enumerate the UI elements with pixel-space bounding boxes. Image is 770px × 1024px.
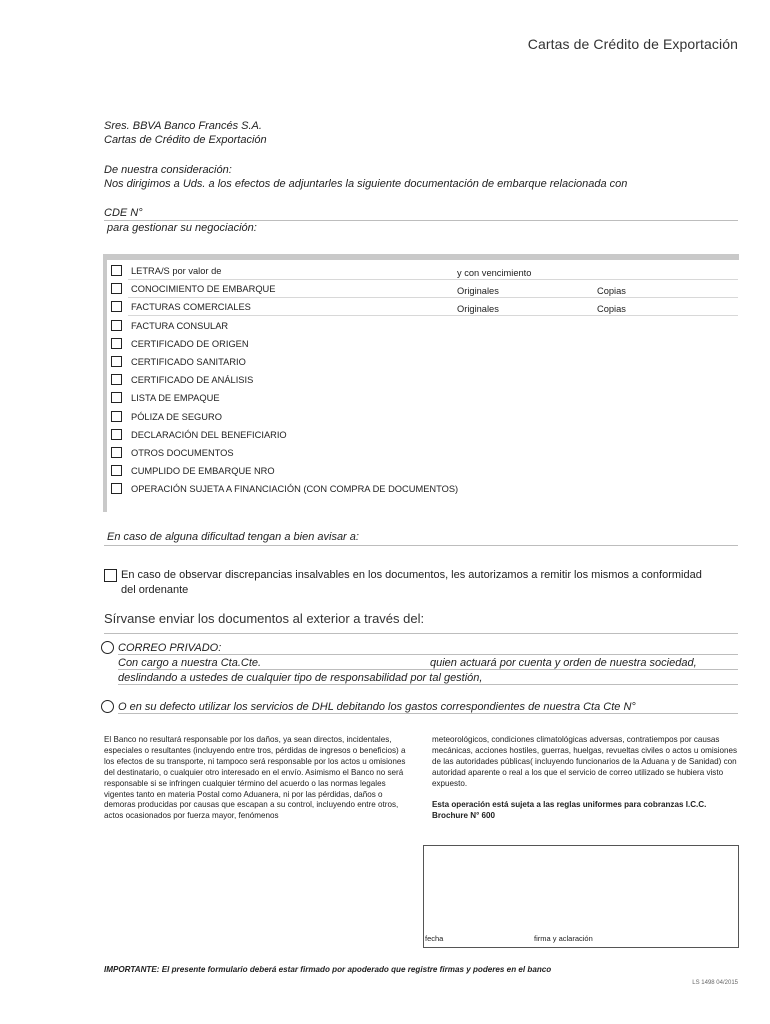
document-label: FACTURA CONSULAR [131,321,229,331]
originales-label-1: Originales [457,286,499,296]
document-label: CERTIFICADO DE ORIGEN [131,339,249,349]
document-checkbox[interactable] [111,374,122,385]
discrepancy-checkbox[interactable] [104,569,117,582]
document-checkbox[interactable] [111,483,122,494]
legal-text-right: meteorológicos, condiciones climatológicas adversas, contratiempos por causas mecánicas, acciones hostiles, guerras, huelgas, revueltas civiles o actos u omisiones de las autoridades públicas( incluyendo funcionarios de la Aduana y de Sanidad) con autoridad aparente o real a los que el servicio de correo utilizado se hubiera visto expuesto. [432,735,738,788]
signature-box[interactable] [423,845,739,948]
shipping-divider [104,633,738,634]
correo-line-1a: Con cargo a nuestra Cta.Cte. [118,657,262,669]
dhl-radio[interactable] [101,700,114,713]
copias-label-1: Copias [597,286,626,296]
document-checkbox[interactable] [111,338,122,349]
document-label: LETRA/S por valor de [131,266,222,276]
letras-line[interactable] [128,279,738,280]
document-label: OTROS DOCUMENTOS [131,448,234,458]
recipient-line-2: Cartas de Crédito de Exportación [104,134,267,146]
cde-subtext: para gestionar su negociación: [107,222,257,234]
document-checkbox[interactable] [111,356,122,367]
cde-input-line[interactable] [104,220,738,221]
document-checkbox[interactable] [111,411,122,422]
greeting: De nuestra consideración: [104,164,232,176]
document-checkbox[interactable] [111,265,122,276]
document-label: OPERACIÓN SUJETA A FINANCIACIÓN (CON COMPRA DE DOCUMENTOS) [131,484,459,494]
icc-rule-text: Esta operación está sujeta a las reglas uniformes para cobranzas I.C.C. Brochure N° 600 [432,800,707,820]
correo-privado-radio[interactable] [101,641,114,654]
correo-line-1b: quien actuará por cuenta y orden de nuestra sociedad, [430,657,697,669]
firma-label: firma y aclaración [534,934,593,943]
document-label: CONOCIMIENTO DE EMBARQUE [131,284,276,294]
document-checkbox[interactable] [111,301,122,312]
discrepancy-text-2: del ordenante [121,584,189,596]
cta-cte-line[interactable] [118,669,738,670]
document-label: CUMPLIDO DE EMBARQUE NRO [131,466,275,476]
conocimiento-line[interactable] [128,297,738,298]
section-left-border [103,254,107,512]
document-checkbox[interactable] [111,320,122,331]
difficulty-text: En caso de alguna dificultad tengan a bien avisar a: [107,531,359,543]
dhl-option-text: O en su defecto utilizar los servicios de DHL debitando los gastos correspondientes de nuestra Cta Cte N° [118,701,636,713]
page-title: Cartas de Crédito de Exportación [527,36,738,52]
difficulty-line[interactable] [104,545,738,546]
cde-label: CDE N° [104,207,143,219]
intro-text: Nos dirigimos a Uds. a los efectos de adjuntarles la siguiente documentación de embarque relacionada con [104,178,628,190]
copias-label-2: Copias [597,304,626,314]
important-notice: IMPORTANTE: El presente formulario deberá estar firmado por apoderado que registre firmas y poderes en el banco [104,965,552,974]
document-checkbox[interactable] [111,392,122,403]
recipient-line-1: Sres. BBVA Banco Francés S.A. [104,120,262,132]
document-checkbox[interactable] [111,429,122,440]
document-label: PÓLIZA DE SEGURO [131,412,222,422]
document-label: CERTIFICADO DE ANÁLISIS [131,375,254,385]
correo-line-2: deslindando a ustedes de cualquier tipo de responsabilidad por tal gestión, [118,672,483,684]
facturas-line[interactable] [128,315,738,316]
document-checkbox[interactable] [111,447,122,458]
document-checkbox[interactable] [111,283,122,294]
document-label: CERTIFICADO SANITARIO [131,357,246,367]
document-label: LISTA DE EMPAQUE [131,393,220,403]
legal-text-left: El Banco no resultará responsable por los daños, ya sean directos, incidentales, especiales o resultantes (incluyendo entre tros, pérdidas de ingresos o beneficios) a los efectos de su transporte, ni tampoco será responsable por los actos u omisiones del destinatario, o cualquier otro interesado en el envío. Asimismo el Banco no será responsable si se infringen cualquier término del acuerdo o las normas legales vigentes tanto en materia Postal como Aduanera, ni por las pérdidas, daños o demoras producidas por causas que escapan a su control, incluyendo entre otros, actos ocasionados por fuerza mayor, fenómenos [104,735,406,821]
document-checkbox[interactable] [111,465,122,476]
form-code: LS 1498 04/2015 [692,980,738,986]
dhl-cta-line[interactable] [118,713,738,714]
document-label: FACTURAS COMERCIALES [131,302,251,312]
correo-privado-title: CORREO PRIVADO: [118,642,222,654]
vencimiento-label: y con vencimiento [457,268,532,278]
correo-underline [118,654,738,655]
originales-label-2: Originales [457,304,499,314]
correo-line-2-underline [118,684,738,685]
document-label: DECLARACIÓN DEL BENEFICIARIO [131,430,287,440]
fecha-label: fecha [425,934,444,943]
shipping-heading: Sírvanse enviar los documentos al exterior a través del: [104,611,425,626]
section-top-border [103,254,739,260]
discrepancy-text-1: En caso de observar discrepancias insalvables en los documentos, les autorizamos a remitir los mismos a conformidad [121,569,702,581]
